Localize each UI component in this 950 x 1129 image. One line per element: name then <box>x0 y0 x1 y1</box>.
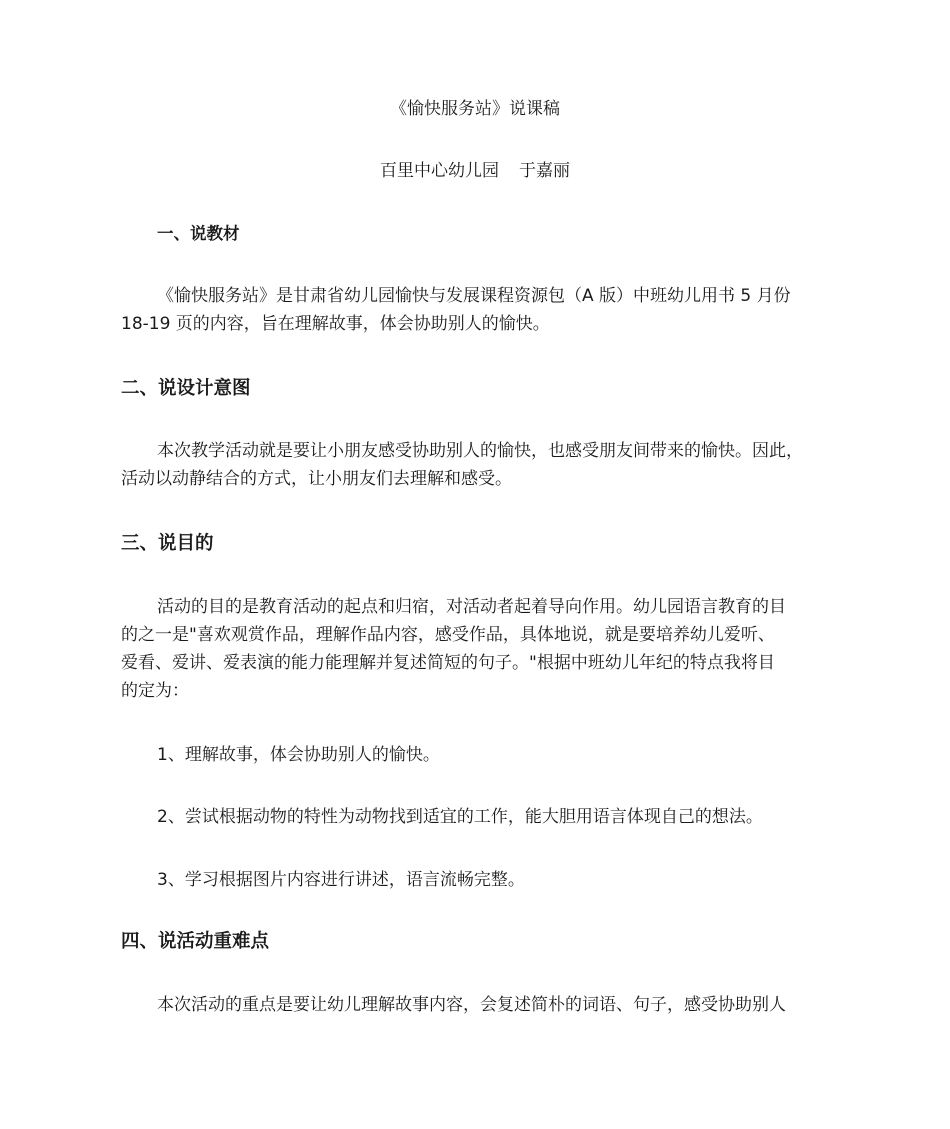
paragraph-line: 18-19 页的内容，旨在理解故事，体会协助别人的愉快。 <box>121 314 550 334</box>
paragraph-line: 的定为： <box>121 681 189 701</box>
paragraph-line: 活动以动静结合的方式，让小朋友们去理解和感受。 <box>121 469 512 489</box>
section-heading: 二、说设计意图 <box>121 378 251 399</box>
paragraph-line: 《愉快服务站》是甘肃省幼儿园愉快与发展课程资源包（A 版）中班幼儿用书 5 月份 <box>157 286 791 306</box>
goal-item: 3、学习根据图片内容进行讲述，语言流畅完整。 <box>157 870 525 890</box>
goal-item: 1、理解故事，体会协助别人的愉快。 <box>157 745 440 765</box>
author-name: 于嘉丽 <box>519 161 570 181</box>
document-title: 《愉快服务站》说课稿 <box>390 99 560 119</box>
paragraph-line: 的之一是"喜欢观赏作品，理解作品内容，感受作品，具体地说，就是要培养幼儿爱听、 <box>121 625 775 645</box>
paragraph-line: 爱看、爱讲、爱表演的能力能理解并复述简短的句子。"根据中班幼儿年纪的特点我将目 <box>121 653 775 673</box>
section-heading: 四、说活动重难点 <box>121 931 270 952</box>
paragraph-line: 本次教学活动就是要让小朋友感受协助别人的愉快，也感受朋友间带来的愉快。因此， <box>157 441 803 461</box>
author-line <box>0 157 950 185</box>
goal-item: 2、尝试根据动物的特性为动物找到适宜的工作，能大胆用语言体现自己的想法。 <box>157 807 763 827</box>
paragraph-line: 活动的目的是教育活动的起点和归宿，对活动者起着导向作用。幼儿园语言教育的目 <box>157 597 786 617</box>
school-name: 百里中心幼儿园 <box>380 161 499 181</box>
section-paragraph <box>121 593 841 705</box>
section-heading: 三、说目的 <box>121 533 214 554</box>
paragraph-line: 本次活动的重点是要让幼儿理解故事内容，会复述简朴的词语、句子，感受协助别人 <box>157 995 786 1015</box>
section-paragraph <box>121 991 841 1019</box>
section-paragraph <box>121 437 841 493</box>
section-paragraph <box>121 282 841 338</box>
section-heading: 一、说教材 <box>157 224 240 243</box>
